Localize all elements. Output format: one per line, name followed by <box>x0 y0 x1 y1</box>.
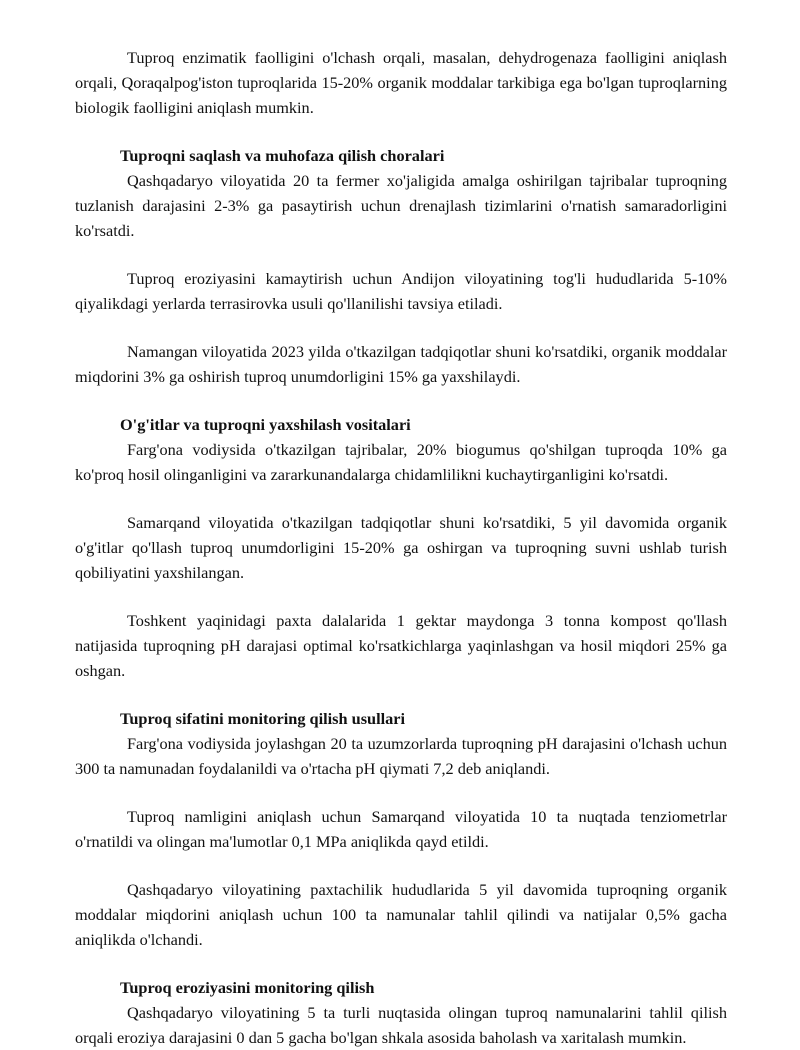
section-1-paragraph-1: Qashqadaryo viloyatida 20 ta fermer xo'jaligida amalga oshirilgan tajribalar tuproqning tuzlanish darajasini 2-3% ga pasaytirish uchun drenajlash tizimlarini o'rnatish samaradorligini ko'rsatdi. <box>75 171 727 240</box>
section-2-paragraph-2: Samarqand viloyatida o'tkazilgan tadqiqotlar shuni ko'rsatdiki, 5 yil davomida organik o'g'itlar qo'llash tuproq unumdorligini 15-20% ga oshirgan va tuproqning suvni ushlab turish qobiliyatini yaxshilangan. <box>75 513 727 582</box>
section-3-paragraph-2: Tuproq namligini aniqlash uchun Samarqand viloyatida 10 ta nuqtada tenziometrlar o'rnatildi va olingan ma'lumotlar 0,1 MPa aniqlikda qayd etildi. <box>75 807 727 851</box>
section-1-paragraph-3: Namangan viloyatida 2023 yilda o'tkazilgan tadqiqotlar shuni ko'rsatdiki, organik moddalar miqdorini 3% ga oshirish tuproq unumdorligini 15% ga yaxshilaydi. <box>75 342 727 386</box>
section-heading-fertilizers: O'g'itlar va tuproqni yaxshilash vositalari <box>120 415 411 434</box>
section-heading-erosion-monitoring: Tuproq eroziyasini monitoring qilish <box>120 978 375 997</box>
document-page <box>75 45 727 1050</box>
section-4-paragraph-1: Qashqadaryo viloyatining 5 ta turli nuqtasida olingan tuproq namunalarini tahlil qilish orqali eroziya darajasini 0 dan 5 gacha bo'lgan shkala asosida baholash va xaritalash mumkin. <box>75 1003 727 1047</box>
section-3-paragraph-3: Qashqadaryo viloyatining paxtachilik hududlarida 5 yil davomida tuproqning organik moddalar miqdorini aniqlash uchun 100 ta namunalar tahlil qilindi va natijalar 0,5% gacha aniqlikda o'lchandi. <box>75 880 727 949</box>
section-heading-soil-protection: Tuproqni saqlash va muhofaza qilish choralari <box>120 146 445 165</box>
section-2-paragraph-1: Farg'ona vodiysida o'tkazilgan tajribalar, 20% biogumus qo'shilgan tuproqda 10% ga ko'proq hosil olinganligini va zararkunandalarga chidamlilikni kuchaytirganligini ko'rsatdi. <box>75 440 727 484</box>
section-heading-soil-monitoring: Tuproq sifatini monitoring qilish usullari <box>120 709 406 728</box>
section-1-paragraph-2: Tuproq eroziyasini kamaytirish uchun Andijon viloyatining tog'li hududlarida 5-10% qiyalikdagi yerlarda terrasirovka usuli qo'llanilishi tavsiya etiladi. <box>75 269 727 313</box>
section-2-paragraph-3: Toshkent yaqinidagi paxta dalalarida 1 gektar maydonga 3 tonna kompost qo'llash natijasida tuproqning pH darajasi optimal ko'rsatkichlarga yaqinlashgan va hosil miqdori 25% ga oshgan. <box>75 611 727 680</box>
intro-paragraph: Tuproq enzimatik faolligini o'lchash orqali, masalan, dehydrogenaza faolligini aniqlash orqali, Qoraqalpog'iston tuproqlarida 15-20% organik moddalar tarkibiga ega bo'lgan tuproqlarning biologik faolligini aniqlash mumkin. <box>75 48 727 117</box>
section-3-paragraph-1: Farg'ona vodiysida joylashgan 20 ta uzumzorlarda tuproqning pH darajasini o'lchash uchun 300 ta namunadan foydalanildi va o'rtacha pH qiymati 7,2 deb aniqlandi. <box>75 734 727 778</box>
